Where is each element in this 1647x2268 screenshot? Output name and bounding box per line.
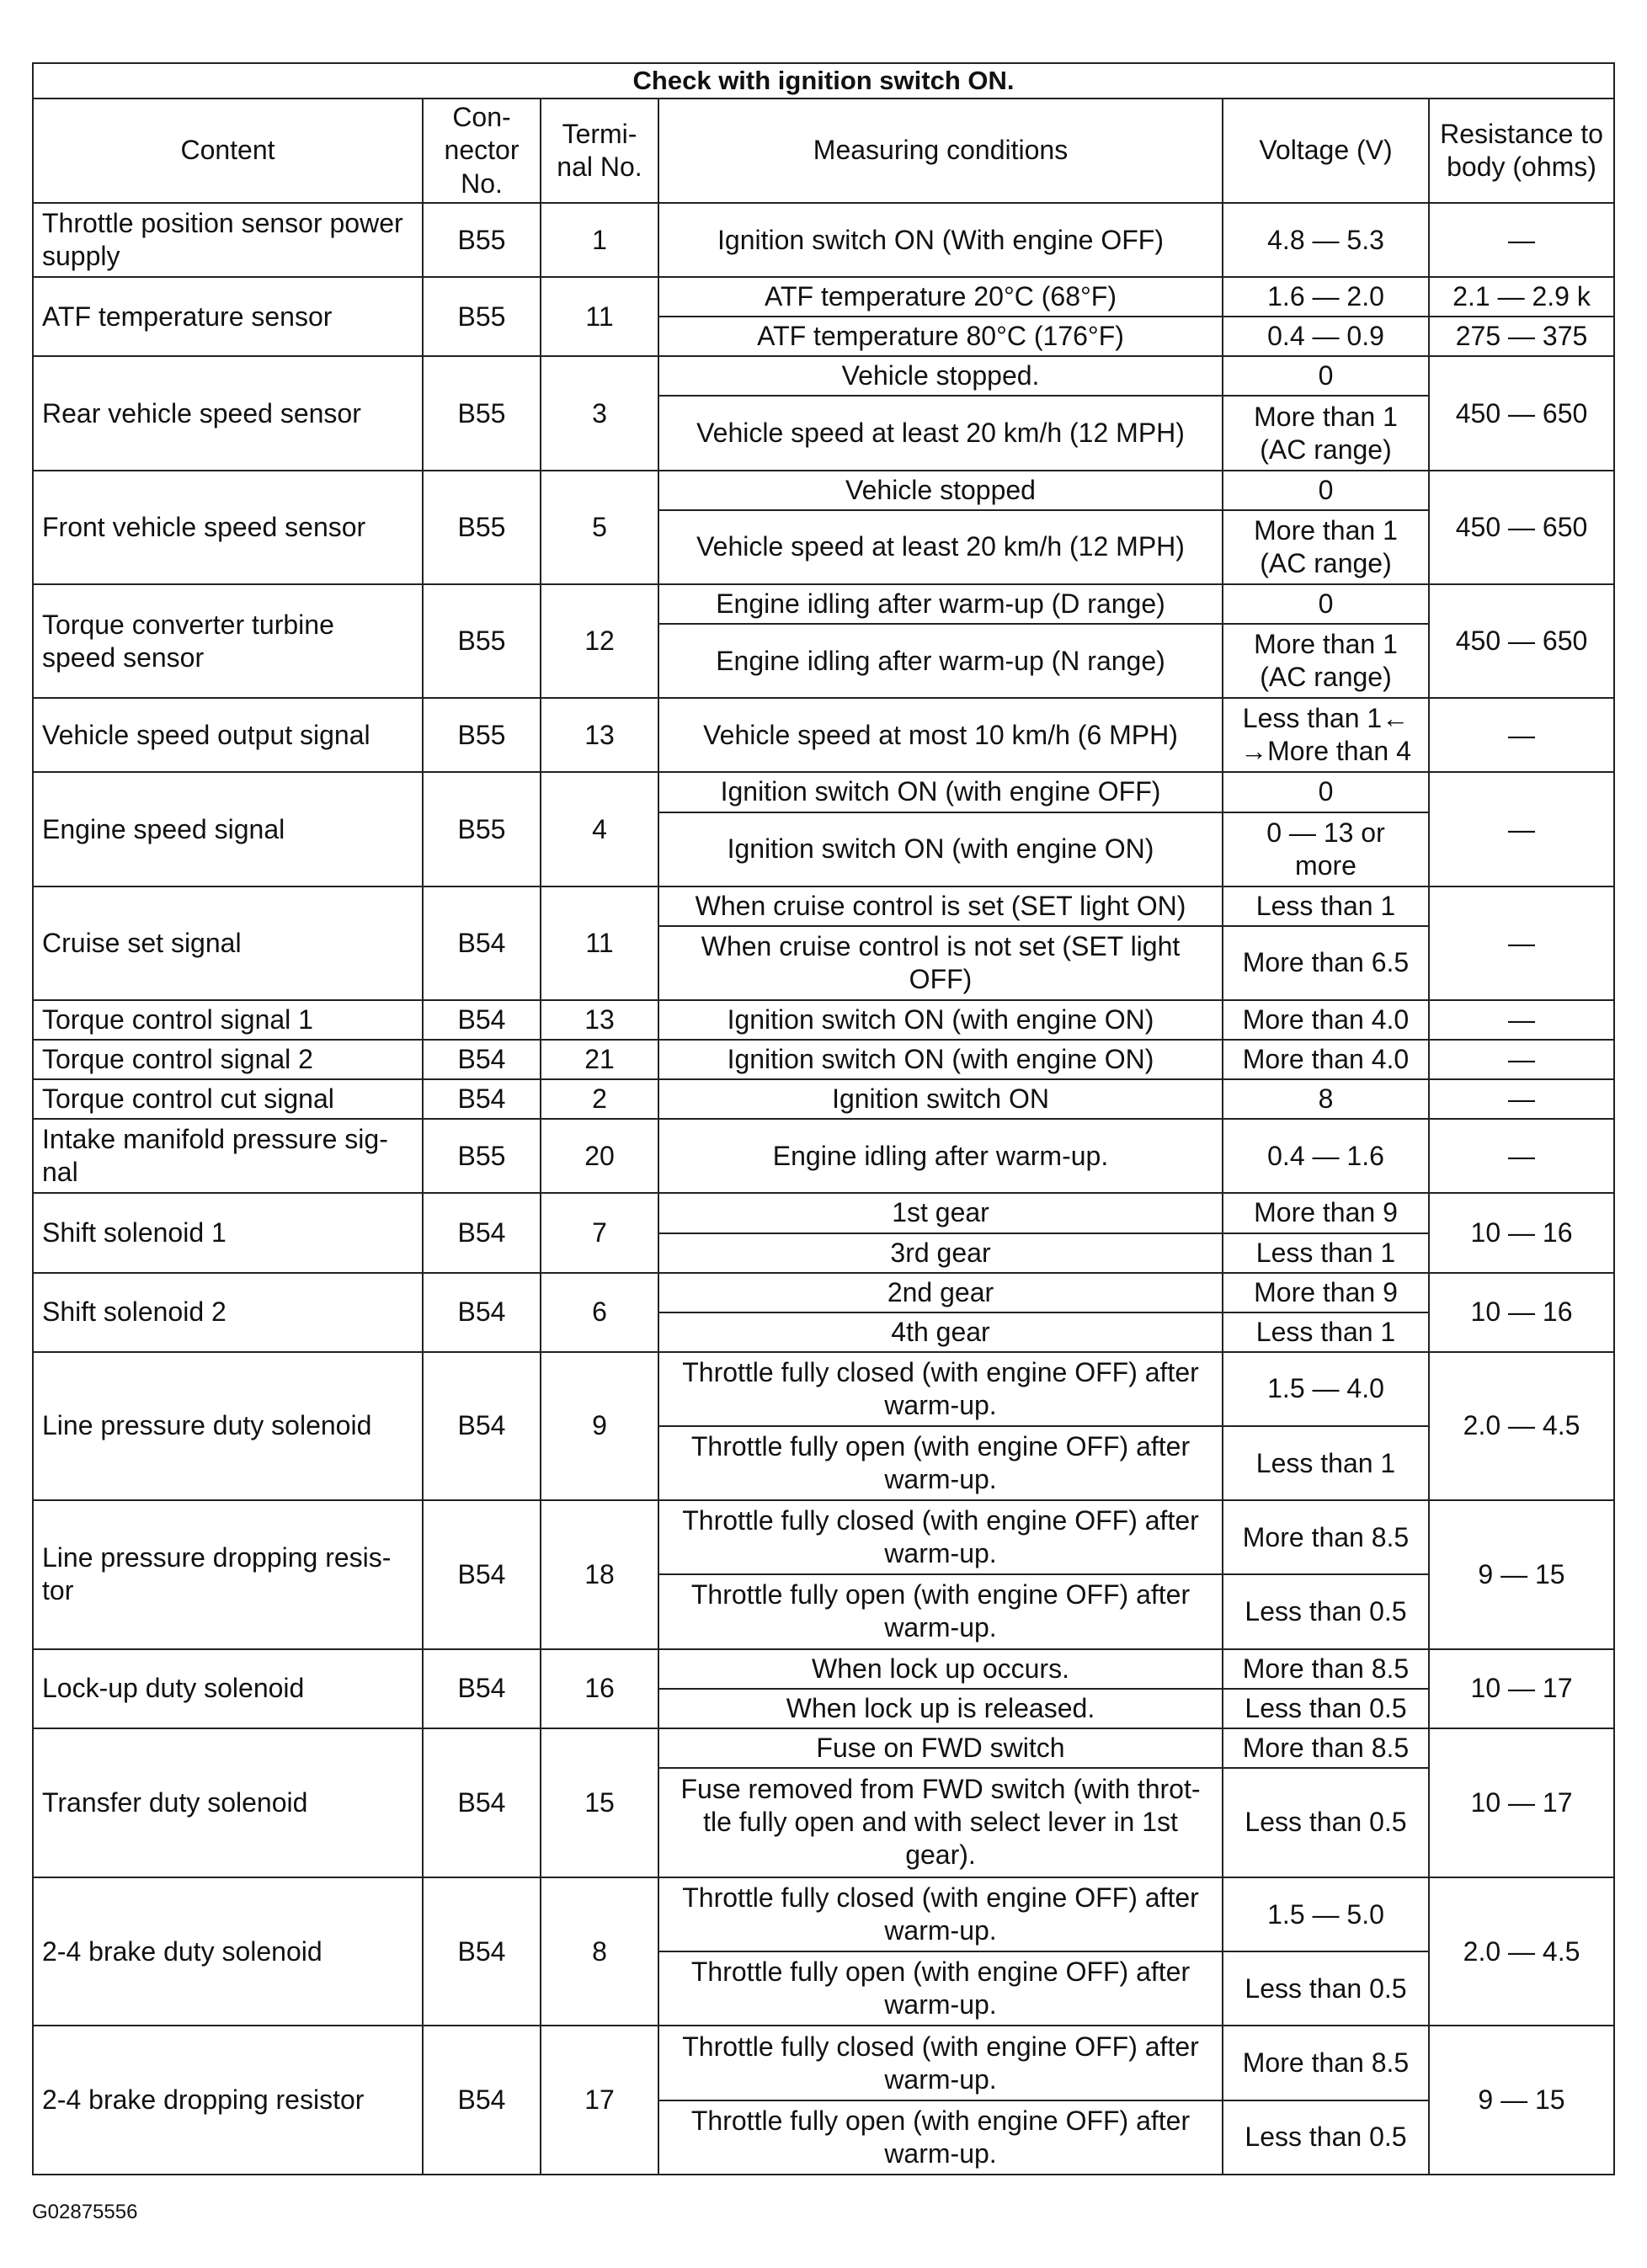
table-row	[33, 1728, 1614, 1768]
terminal-cell: 21	[541, 1040, 658, 1079]
resistance-cell: —	[1429, 772, 1614, 886]
voltage-cell: Less than 1	[1223, 1233, 1429, 1273]
condition-cell: When lock up occurs.	[658, 1649, 1223, 1689]
voltage-cell: More than 4.0	[1223, 1040, 1429, 1079]
table-row	[33, 1000, 1614, 1040]
terminal-cell: 5	[541, 471, 658, 584]
terminal-cell: 18	[541, 1500, 658, 1648]
voltage-cell: More than 1 (AC range)	[1223, 396, 1429, 470]
content-cell: 2-4 brake dropping resistor	[33, 2026, 423, 2175]
voltage-cell: More than 8.5	[1223, 1500, 1429, 1574]
resistance-cell: —	[1429, 1040, 1614, 1079]
voltage-cell: 0.4 — 1.6	[1223, 1119, 1429, 1193]
terminal-cell: 11	[541, 886, 658, 1000]
voltage-cell: 8	[1223, 1079, 1429, 1119]
voltage-cell: Less than 0.5	[1223, 1768, 1429, 1877]
condition-cell: Ignition switch ON (with engine ON)	[658, 1000, 1223, 1040]
voltage-cell: 0	[1223, 772, 1429, 812]
resistance-cell: —	[1429, 886, 1614, 1000]
resistance-cell: 9 — 15	[1429, 1500, 1614, 1648]
terminal-cell: 2	[541, 1079, 658, 1119]
terminal-cell: 15	[541, 1728, 658, 1877]
content-cell: Torque converter turbine speed sensor	[33, 584, 423, 698]
connector-cell: B54	[423, 1273, 541, 1352]
terminal-cell: 6	[541, 1273, 658, 1352]
resistance-cell: 10 — 16	[1429, 1273, 1614, 1352]
terminal-cell: 11	[541, 277, 658, 356]
voltage-cell: 1.5 — 4.0	[1223, 1352, 1429, 1426]
connector-cell: B55	[423, 584, 541, 698]
condition-cell: Vehicle speed at least 20 km/h (12 MPH)	[658, 396, 1223, 470]
condition-cell: Fuse removed from FWD switch (with throt- tle fully open and with select lever in 1st gear).	[658, 1768, 1223, 1877]
table-row	[33, 1877, 1614, 1951]
condition-cell: 1st gear	[658, 1193, 1223, 1232]
voltage-cell: Less than 1← →More than 4	[1223, 698, 1429, 772]
connector-cell: B55	[423, 356, 541, 470]
condition-cell: Engine idling after warm-up.	[658, 1119, 1223, 1193]
voltage-cell: Less than 0.5	[1223, 2100, 1429, 2175]
terminal-cell: 16	[541, 1649, 658, 1728]
voltage-cell: 0.4 — 0.9	[1223, 317, 1429, 356]
resistance-cell: 450 — 650	[1429, 356, 1614, 470]
resistance-cell: —	[1429, 1119, 1614, 1193]
content-cell: Line pressure dropping resis- tor	[33, 1500, 423, 1648]
content-cell: Throttle position sensor power supply	[33, 203, 423, 277]
condition-cell: ATF temperature 80°C (176°F)	[658, 317, 1223, 356]
condition-cell: Engine idling after warm-up (D range)	[658, 584, 1223, 624]
terminal-cell: 13	[541, 1000, 658, 1040]
voltage-cell: More than 4.0	[1223, 1000, 1429, 1040]
terminal-cell: 4	[541, 772, 658, 886]
content-cell: Shift solenoid 1	[33, 1193, 423, 1272]
content-cell: Torque control cut signal	[33, 1079, 423, 1119]
content-cell: Front vehicle speed sensor	[33, 471, 423, 584]
terminal-cell: 1	[541, 203, 658, 277]
voltage-cell: Less than 1	[1223, 886, 1429, 926]
connector-cell: B54	[423, 886, 541, 1000]
connector-cell: B55	[423, 471, 541, 584]
voltage-cell: More than 8.5	[1223, 2026, 1429, 2100]
content-cell: Lock-up duty solenoid	[33, 1649, 423, 1728]
header-terminal: Termi- nal No.	[541, 98, 658, 203]
condition-cell: Vehicle speed at most 10 km/h (6 MPH)	[658, 698, 1223, 772]
figure-id: G02875556	[32, 2201, 138, 2223]
table-row	[33, 1273, 1614, 1312]
connector-cell: B54	[423, 2026, 541, 2175]
voltage-cell: Less than 1	[1223, 1426, 1429, 1500]
content-cell: Intake manifold pressure sig- nal	[33, 1119, 423, 1193]
resistance-cell: 10 — 16	[1429, 1193, 1614, 1272]
voltage-cell: Less than 0.5	[1223, 1574, 1429, 1648]
terminal-cell: 9	[541, 1352, 658, 1500]
terminal-cell: 20	[541, 1119, 658, 1193]
table-row	[33, 1119, 1614, 1193]
header-voltage: Voltage (V)	[1223, 98, 1429, 203]
voltage-cell: 0	[1223, 471, 1429, 510]
condition-cell: Ignition switch ON (with engine ON)	[658, 1040, 1223, 1079]
voltage-cell: Less than 1	[1223, 1312, 1429, 1352]
resistance-cell: 10 — 17	[1429, 1728, 1614, 1877]
table-row	[33, 584, 1614, 624]
condition-cell: Throttle fully closed (with engine OFF) after warm-up.	[658, 1877, 1223, 1951]
voltage-cell: Less than 0.5	[1223, 1689, 1429, 1728]
condition-cell: Ignition switch ON (with engine ON)	[658, 812, 1223, 886]
voltage-cell: 1.5 — 5.0	[1223, 1877, 1429, 1951]
condition-cell: When lock up is released.	[658, 1689, 1223, 1728]
table-row	[33, 1649, 1614, 1689]
content-cell: Engine speed signal	[33, 772, 423, 886]
header-connector: Con- nector No.	[423, 98, 541, 203]
condition-cell: 4th gear	[658, 1312, 1223, 1352]
terminal-cell: 8	[541, 1877, 658, 2026]
condition-cell: Vehicle speed at least 20 km/h (12 MPH)	[658, 510, 1223, 584]
header-content: Content	[33, 98, 423, 203]
connector-cell: B54	[423, 1193, 541, 1272]
condition-cell: Engine idling after warm-up (N range)	[658, 624, 1223, 698]
content-cell: Vehicle speed output signal	[33, 698, 423, 772]
condition-cell: Vehicle stopped.	[658, 356, 1223, 396]
terminal-cell: 17	[541, 2026, 658, 2175]
condition-cell: Vehicle stopped	[658, 471, 1223, 510]
header-conditions: Measuring conditions	[658, 98, 1223, 203]
voltage-cell: More than 6.5	[1223, 926, 1429, 1000]
content-cell: Torque control signal 1	[33, 1000, 423, 1040]
connector-cell: B55	[423, 1119, 541, 1193]
resistance-cell: 2.0 — 4.5	[1429, 1877, 1614, 2026]
voltage-cell: More than 9	[1223, 1193, 1429, 1232]
voltage-cell: More than 8.5	[1223, 1649, 1429, 1689]
content-cell: Cruise set signal	[33, 886, 423, 1000]
connector-cell: B54	[423, 1649, 541, 1728]
connector-cell: B55	[423, 772, 541, 886]
table-row	[33, 1040, 1614, 1079]
condition-cell: Ignition switch ON	[658, 1079, 1223, 1119]
resistance-cell: 2.0 — 4.5	[1429, 1352, 1614, 1500]
terminal-cell: 12	[541, 584, 658, 698]
table-row	[33, 698, 1614, 772]
table-row	[33, 886, 1614, 926]
resistance-cell: —	[1429, 698, 1614, 772]
resistance-cell: 450 — 650	[1429, 584, 1614, 698]
resistance-cell: 2.1 — 2.9 k	[1429, 277, 1614, 317]
content-cell: Torque control signal 2	[33, 1040, 423, 1079]
resistance-cell: 10 — 17	[1429, 1649, 1614, 1728]
voltage-cell: 4.8 — 5.3	[1223, 203, 1429, 277]
connector-cell: B54	[423, 1352, 541, 1500]
connector-cell: B55	[423, 277, 541, 356]
condition-cell: Throttle fully open (with engine OFF) after warm-up.	[658, 1574, 1223, 1648]
voltage-cell: 1.6 — 2.0	[1223, 277, 1429, 317]
connector-cell: B54	[423, 1728, 541, 1877]
condition-cell: Throttle fully closed (with engine OFF) after warm-up.	[658, 1352, 1223, 1426]
table-row	[33, 1079, 1614, 1119]
condition-cell: Ignition switch ON (with engine OFF)	[658, 772, 1223, 812]
content-cell: ATF temperature sensor	[33, 277, 423, 356]
content-cell: Line pressure duty solenoid	[33, 1352, 423, 1500]
connector-cell: B55	[423, 698, 541, 772]
resistance-cell: —	[1429, 1000, 1614, 1040]
connector-cell: B55	[423, 203, 541, 277]
content-cell: Rear vehicle speed sensor	[33, 356, 423, 470]
content-cell: 2-4 brake duty solenoid	[33, 1877, 423, 2026]
table-row	[33, 356, 1614, 396]
condition-cell: When cruise control is not set (SET light OFF)	[658, 926, 1223, 1000]
condition-cell: Throttle fully open (with engine OFF) after warm-up.	[658, 1426, 1223, 1500]
voltage-cell: Less than 0.5	[1223, 1951, 1429, 2026]
voltage-cell: More than 1 (AC range)	[1223, 624, 1429, 698]
table-row	[33, 277, 1614, 317]
connector-cell: B54	[423, 1000, 541, 1040]
condition-cell: Ignition switch ON (With engine OFF)	[658, 203, 1223, 277]
voltage-cell: 0	[1223, 584, 1429, 624]
content-cell: Shift solenoid 2	[33, 1273, 423, 1352]
voltage-cell: More than 8.5	[1223, 1728, 1429, 1768]
terminal-cell: 7	[541, 1193, 658, 1272]
terminal-cell: 13	[541, 698, 658, 772]
content-cell: Transfer duty solenoid	[33, 1728, 423, 1877]
table-body	[33, 203, 1614, 2175]
table-row	[33, 203, 1614, 277]
voltage-cell: More than 1 (AC range)	[1223, 510, 1429, 584]
resistance-cell: 450 — 650	[1429, 471, 1614, 584]
voltage-cell: 0 — 13 or more	[1223, 812, 1429, 886]
terminal-cell: 3	[541, 356, 658, 470]
resistance-cell: 9 — 15	[1429, 2026, 1614, 2175]
condition-cell: Throttle fully open (with engine OFF) after warm-up.	[658, 2100, 1223, 2175]
resistance-cell: —	[1429, 1079, 1614, 1119]
table-row	[33, 1193, 1614, 1232]
table-row	[33, 471, 1614, 510]
voltage-cell: More than 9	[1223, 1273, 1429, 1312]
connector-cell: B54	[423, 1877, 541, 2026]
connector-cell: B54	[423, 1500, 541, 1648]
table-caption: Check with ignition switch ON.	[33, 63, 1614, 98]
condition-cell: ATF temperature 20°C (68°F)	[658, 277, 1223, 317]
condition-cell: 2nd gear	[658, 1273, 1223, 1312]
table-row	[33, 1500, 1614, 1574]
resistance-cell: 275 — 375	[1429, 317, 1614, 356]
condition-cell: Throttle fully open (with engine OFF) after warm-up.	[658, 1951, 1223, 2026]
connector-cell: B54	[423, 1079, 541, 1119]
inspection-table	[32, 62, 1615, 2175]
table-row	[33, 2026, 1614, 2100]
condition-cell: Throttle fully closed (with engine OFF) after warm-up.	[658, 2026, 1223, 2100]
condition-cell: 3rd gear	[658, 1233, 1223, 1273]
condition-cell: When cruise control is set (SET light ON)	[658, 886, 1223, 926]
header-resistance: Resistance to body (ohms)	[1429, 98, 1614, 203]
table-row	[33, 772, 1614, 812]
resistance-cell: —	[1429, 203, 1614, 277]
voltage-cell: 0	[1223, 356, 1429, 396]
condition-cell: Fuse on FWD switch	[658, 1728, 1223, 1768]
table-row	[33, 1352, 1614, 1426]
connector-cell: B54	[423, 1040, 541, 1079]
condition-cell: Throttle fully closed (with engine OFF) after warm-up.	[658, 1500, 1223, 1574]
